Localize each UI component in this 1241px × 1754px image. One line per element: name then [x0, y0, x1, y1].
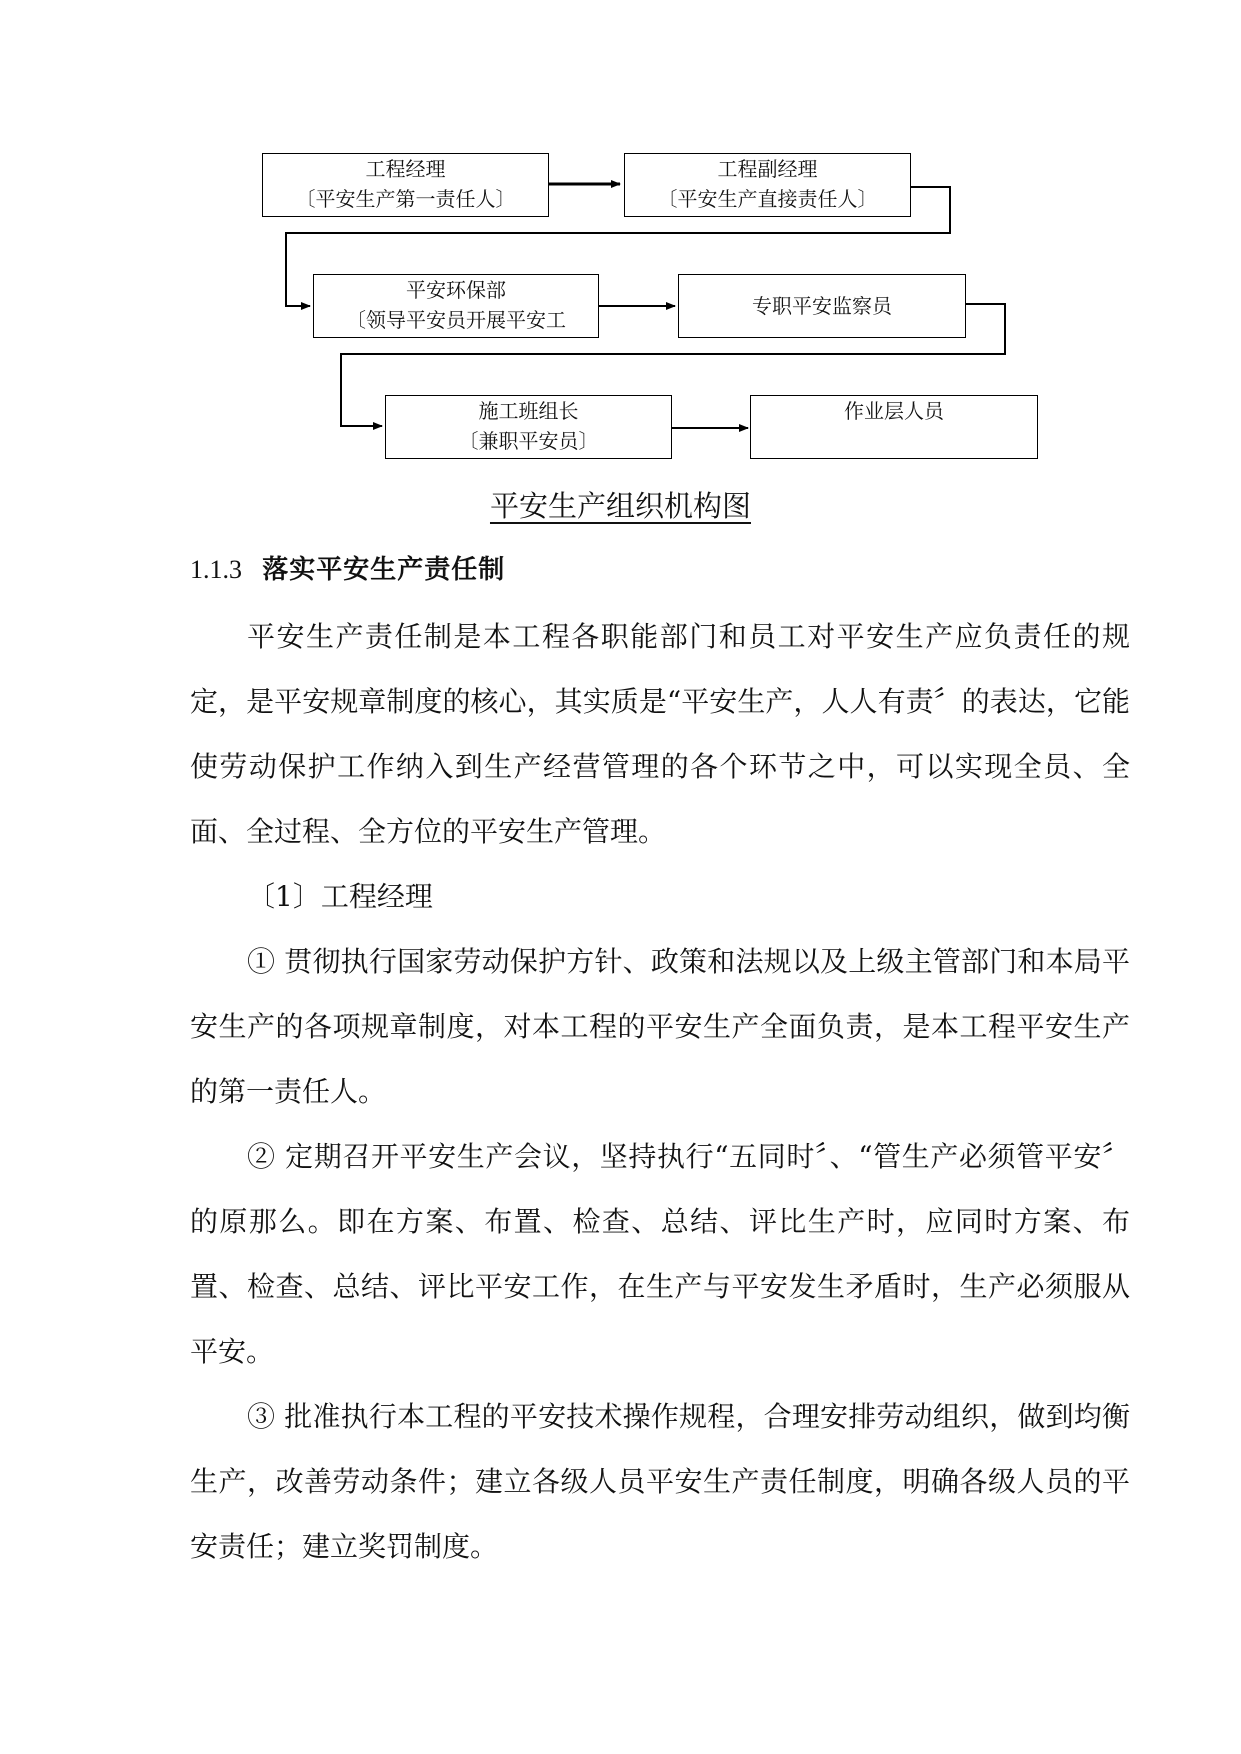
- paragraph-point-2: ② 定期召开平安生产会议，坚持执行“五同时〞、“管生产必须管平安〞的原那么。即在方案、布置、检查、总结、评比生产时，应同时方案、布置、检查、总结、评比平安工作，在生产与平安发生矛盾时，生产必须服从平安。: [190, 1140, 1130, 1368]
- paragraph-intro: 平安生产责任制是本工程各职能部门和员工对平安生产应负责任的规定，是平安规章制度的核心，其实质是“平安生产，人人有责〞的表达，它能使劳动保护工作纳入到生产经营管理的各个环节之中，可以实现全员、全面、全过程、全方位的平安生产管理。: [190, 620, 1130, 848]
- section-heading: [190, 552, 505, 588]
- paragraph-item-heading: 〔1〕工程经理: [247, 880, 433, 913]
- paragraph-point-1: ① 贯彻执行国家劳动保护方针、政策和法规以及上级主管部门和本局平安生产的各项规章制度，对本工程的平安生产全面负责，是本工程平安生产的第一责任人。: [190, 945, 1130, 1108]
- org-box-deputy-manager: [624, 153, 911, 217]
- section-title: 落实平安生产责任制: [262, 555, 506, 585]
- org-box-subtitle: 作业层人员: [844, 399, 944, 423]
- org-box-safety-dept: [313, 274, 599, 338]
- paragraph-point-3: ③ 批准执行本工程的平安技术操作规程，合理安排劳动组织，做到均衡生产，改善劳动条件；建立各级人员平安生产责任制度，明确各级人员的平安责任；建立奖罚制度。: [190, 1400, 1130, 1563]
- org-box-title: 平安环保部: [406, 278, 506, 302]
- org-box-operating-staff: [750, 395, 1038, 459]
- org-box-subtitle: 〔兼职平安员〕: [458, 429, 599, 453]
- org-box-subtitle: 〔平安生产第一责任人〕: [295, 187, 516, 211]
- diagram-caption: [0, 486, 1241, 526]
- org-box-title: 专职平安监察员: [752, 294, 892, 318]
- org-box-subtitle: 〔领导平安员开展平安工: [346, 308, 566, 332]
- org-box-title: 施工班组长: [478, 399, 579, 423]
- org-box-project-manager: [262, 153, 549, 217]
- org-box-title: 工程经理: [365, 157, 446, 181]
- org-box-team-leader: [385, 395, 672, 459]
- diagram-caption-text: 平安生产组织机构图: [489, 489, 751, 523]
- section-number: 1.1.3: [190, 555, 242, 584]
- org-box-title: 工程副经理: [717, 157, 818, 181]
- org-box-subtitle: 〔平安生产直接责任人〕: [657, 187, 878, 211]
- org-box-safety-inspector: [678, 274, 966, 338]
